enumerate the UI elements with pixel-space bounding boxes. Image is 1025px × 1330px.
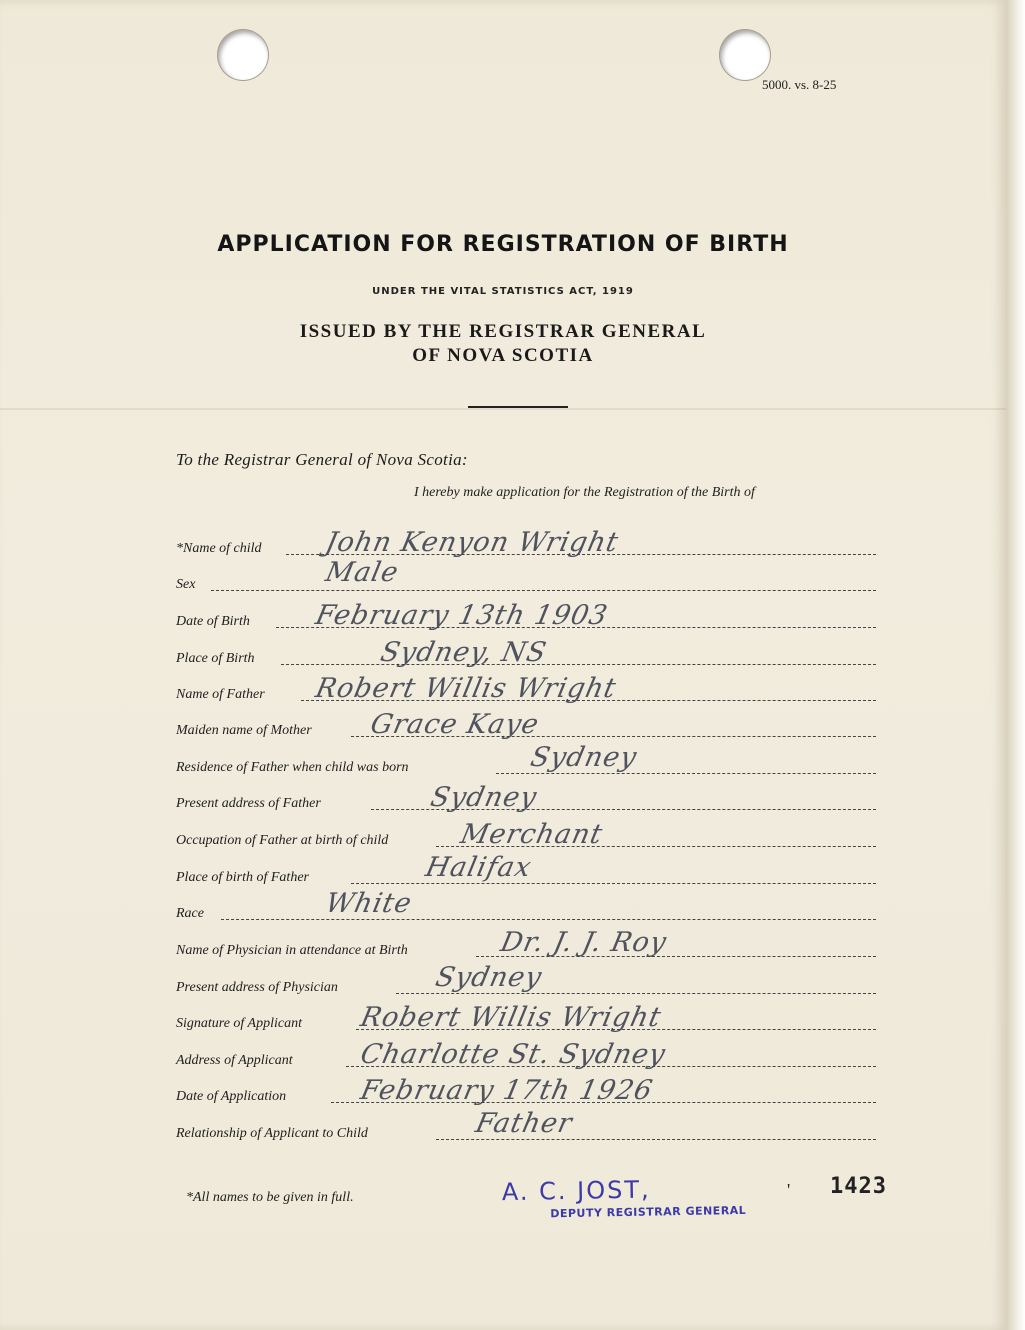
field-label: Place of birth of Father	[176, 870, 309, 885]
field-place-of-birth-of-father	[176, 852, 876, 887]
field-label: Name of Physician in attendance at Birth	[176, 943, 408, 958]
handwritten-value: Male	[322, 557, 402, 588]
handwritten-value: Dr. J. J. Roy	[497, 927, 670, 958]
handwritten-value: Charlotte St. Sydney	[357, 1039, 669, 1070]
stamp-name: A. C. JOST,	[501, 1175, 651, 1207]
field-occupation-of-father	[176, 819, 876, 850]
handwritten-value: Halifax	[422, 852, 535, 883]
stamp-title: DEPUTY REGISTRAR GENERAL	[550, 1203, 747, 1221]
handwritten-value: White	[322, 888, 415, 919]
handwritten-value: February 17th 1926	[357, 1075, 656, 1106]
field-label: *Name of child	[176, 541, 262, 556]
registrar-stamp	[502, 1174, 747, 1221]
field-label: Occupation of Father at birth of child	[176, 833, 389, 848]
salutation: To the Registrar General of Nova Scotia:	[176, 450, 468, 469]
field-date-of-birth	[176, 600, 876, 631]
intro-text: I hereby make application for the Registration of the Birth of	[414, 485, 755, 500]
punch-hole-right	[720, 30, 770, 80]
field-race	[176, 888, 876, 923]
field-label: Signature of Applicant	[176, 1016, 302, 1031]
field-label: Date of Birth	[176, 614, 250, 629]
field-place-of-birth	[176, 637, 876, 668]
field-signature-of-applicant	[176, 1002, 876, 1033]
field-maiden-name-of-mother	[176, 709, 876, 740]
field-relationship-of-applicant	[176, 1108, 876, 1143]
field-line	[396, 993, 876, 994]
field-label: Place of Birth	[176, 651, 255, 666]
handwritten-value: Sydney	[432, 962, 545, 993]
act-subtitle: UNDER THE VITAL STATISTICS ACT, 1919	[372, 286, 634, 297]
issuer-block	[0, 320, 1006, 368]
field-address-of-applicant	[176, 1039, 876, 1070]
handwritten-value: Grace Kaye	[367, 709, 543, 740]
field-residence-of-father	[176, 742, 876, 777]
issuer-line-2: OF NOVA SCOTIA	[412, 345, 594, 366]
handwritten-value: Father	[472, 1108, 576, 1139]
field-line	[496, 773, 876, 774]
divider	[468, 406, 568, 408]
field-label: Name of Father	[176, 687, 265, 702]
page-title: APPLICATION FOR REGISTRATION OF BIRTH	[217, 232, 789, 257]
form-number: 5000. vs. 8-25	[762, 77, 837, 92]
field-line	[221, 919, 876, 920]
field-line	[351, 883, 876, 884]
handwritten-value: Robert Willis Wright	[312, 673, 620, 704]
handwritten-value: Merchant	[457, 819, 606, 850]
field-date-of-application	[176, 1075, 876, 1106]
field-label: Date of Application	[176, 1089, 287, 1104]
field-present-address-of-father	[176, 782, 876, 813]
serial-number: 1423	[830, 1174, 887, 1199]
field-name-of-father	[176, 673, 876, 704]
field-line	[211, 590, 876, 591]
field-name-of-physician	[176, 927, 876, 960]
field-label: Race	[176, 906, 204, 921]
handwritten-value: Sydney	[527, 742, 640, 773]
footnote: *All names to be given in full.	[186, 1190, 354, 1205]
issuer-line-1: ISSUED BY THE REGISTRAR GENERAL	[299, 321, 707, 342]
field-label: Present address of Physician	[176, 980, 338, 995]
handwritten-value: Robert Willis Wright	[357, 1002, 665, 1033]
field-name-of-child	[176, 527, 876, 558]
tick-mark: '	[787, 1180, 791, 1200]
field-label: Sex	[176, 577, 196, 592]
paper-fold	[0, 408, 1006, 410]
field-label: Address of Applicant	[176, 1053, 293, 1068]
field-line	[281, 664, 876, 665]
field-label: Present address of Father	[176, 796, 321, 811]
field-sex	[176, 557, 876, 594]
field-present-address-of-physician	[176, 962, 876, 997]
paper-edge	[1006, 0, 1025, 1330]
field-label: Relationship of Applicant to Child	[176, 1126, 368, 1141]
handwritten-value: Sydney	[427, 782, 540, 813]
field-line	[436, 1139, 876, 1140]
handwritten-value: John Kenyon Wright	[322, 527, 622, 558]
punch-hole-left	[218, 30, 268, 80]
handwritten-value: February 13th 1903	[312, 600, 611, 631]
field-label: Maiden name of Mother	[176, 723, 312, 738]
handwritten-value: Sydney, NS	[377, 637, 550, 668]
field-label: Residence of Father when child was born	[176, 760, 409, 775]
